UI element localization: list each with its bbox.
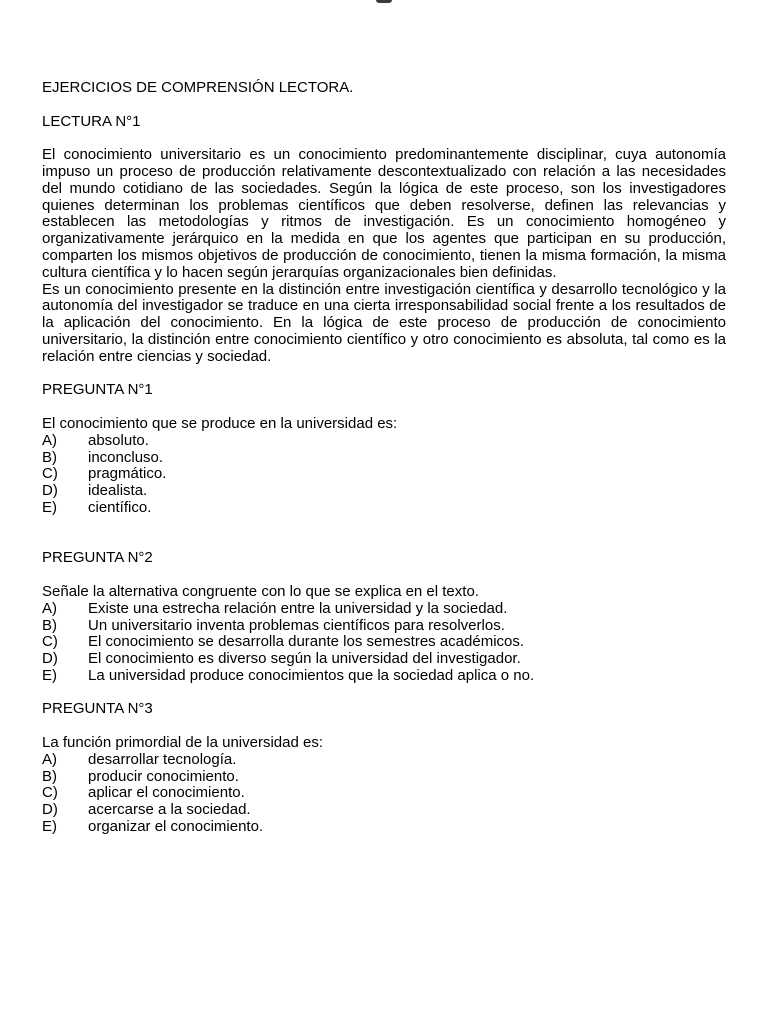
question-1-option-e [42, 500, 726, 517]
option-text: Existe una estrecha relación entre la universidad y la sociedad. [88, 599, 508, 617]
option-letter: D) [42, 482, 58, 500]
question-3-option-b [42, 769, 726, 786]
option-text: aplicar el conocimiento. [88, 784, 245, 802]
option-text: El conocimiento se desarrolla durante los semestres académicos. [88, 633, 525, 651]
option-text: La universidad produce conocimientos que la sociedad aplica o no. [88, 666, 535, 684]
blank-line [42, 366, 726, 383]
question-1-option-d [42, 483, 726, 500]
blank-line [42, 718, 726, 735]
option-text: producir conocimiento. [88, 767, 239, 785]
question-1-stem: El conocimiento que se produce en la universidad es: [42, 414, 398, 432]
option-letter: B) [42, 616, 57, 634]
option-letter: D) [42, 801, 58, 819]
blank-line [42, 685, 726, 702]
option-text: organizar el conocimiento. [88, 818, 264, 836]
document-title: EJERCICIOS DE COMPRENSIÓN LECTORA. [42, 79, 354, 96]
question-2-stem: Señale la alternativa congruente con lo que se explica en el texto. [42, 582, 479, 600]
option-letter: C) [42, 633, 58, 651]
option-letter: D) [42, 650, 58, 668]
option-letter: A) [42, 750, 57, 768]
option-letter: A) [42, 431, 57, 449]
blank-line [42, 399, 726, 416]
option-text: desarrollar tecnología. [88, 750, 237, 768]
option-letter: C) [42, 465, 58, 483]
option-text: pragmático. [88, 465, 167, 483]
question-2-title: PREGUNTA N°2 [42, 549, 153, 567]
reading-title: LECTURA N°1 [42, 112, 141, 130]
option-letter: B) [42, 448, 57, 466]
blank-line [42, 97, 726, 114]
question-2-option-a [42, 601, 726, 618]
question-2-option-c [42, 634, 726, 651]
question-3-title: PREGUNTA N°3 [42, 700, 153, 718]
question-1-option-a [42, 433, 726, 450]
blank-line [42, 567, 726, 584]
question-3-option-d [42, 802, 726, 819]
question-1-option-c [42, 466, 726, 483]
question-3-option-a [42, 752, 726, 769]
page-top-mark [376, 0, 392, 3]
option-letter: E) [42, 498, 57, 516]
option-text: absoluto. [88, 431, 149, 449]
question-3-option-c [42, 785, 726, 802]
option-text: acercarse a la sociedad. [88, 801, 251, 819]
option-text: científico. [88, 498, 152, 516]
option-text: Un universitario inventa problemas científicos para resolverlos. [88, 616, 505, 634]
question-2-option-d [42, 651, 726, 668]
blank-line [42, 534, 726, 551]
blank-line [42, 517, 726, 534]
reading-paragraph-2: Es un conocimiento presente en la distinción entre investigación científica y desarrollo tecnológico y la autonomía del investigador se traduce en una cierta irresponsabilidad social frente a los resultados de la aplicación del conocimiento. En la lógica de este proceso de producción de conocimiento universitario, la distinción entre conocimiento científico y otro conocimiento es absoluta, tal como es la relación entre ciencias y sociedad. [42, 280, 726, 365]
question-1-title: PREGUNTA N°1 [42, 381, 153, 399]
question-1-option-b [42, 450, 726, 467]
question-2-option-b [42, 618, 726, 635]
question-3-stem: La función primordial de la universidad es: [42, 734, 323, 752]
question-3-option-e [42, 819, 726, 836]
option-letter: E) [42, 818, 57, 836]
option-letter: E) [42, 666, 57, 684]
blank-line [42, 130, 726, 147]
question-2-option-e [42, 668, 726, 685]
option-letter: B) [42, 767, 57, 785]
document-page [42, 80, 726, 836]
option-text: idealista. [88, 482, 148, 500]
option-letter: A) [42, 599, 57, 617]
option-text: inconcluso. [88, 448, 164, 466]
option-letter: C) [42, 784, 58, 802]
reading-paragraph-1: El conocimiento universitario es un conocimiento predominantemente disciplinar, cuya autonomía impuso un proceso de producción relativamente descontextualizado con relación a las necesidades del mundo cotidiano de las sociedades. Según la lógica de este proceso, son los investigadores quienes determinan los problemas científicos que deben resolverse, definen las relevancias y establecen las metodologías y ritmos de investigación. Es un conocimiento homogéneo y organizativamente jerárquico en la medida en que los agentes que participan en su producción, comparten los mismos objetivos de producción de conocimiento, tienen la misma formación, la misma cultura científica y lo hacen según jerarquías organizacionales bien definidas. [42, 146, 726, 281]
option-text: El conocimiento es diverso según la universidad del investigador. [88, 650, 521, 668]
